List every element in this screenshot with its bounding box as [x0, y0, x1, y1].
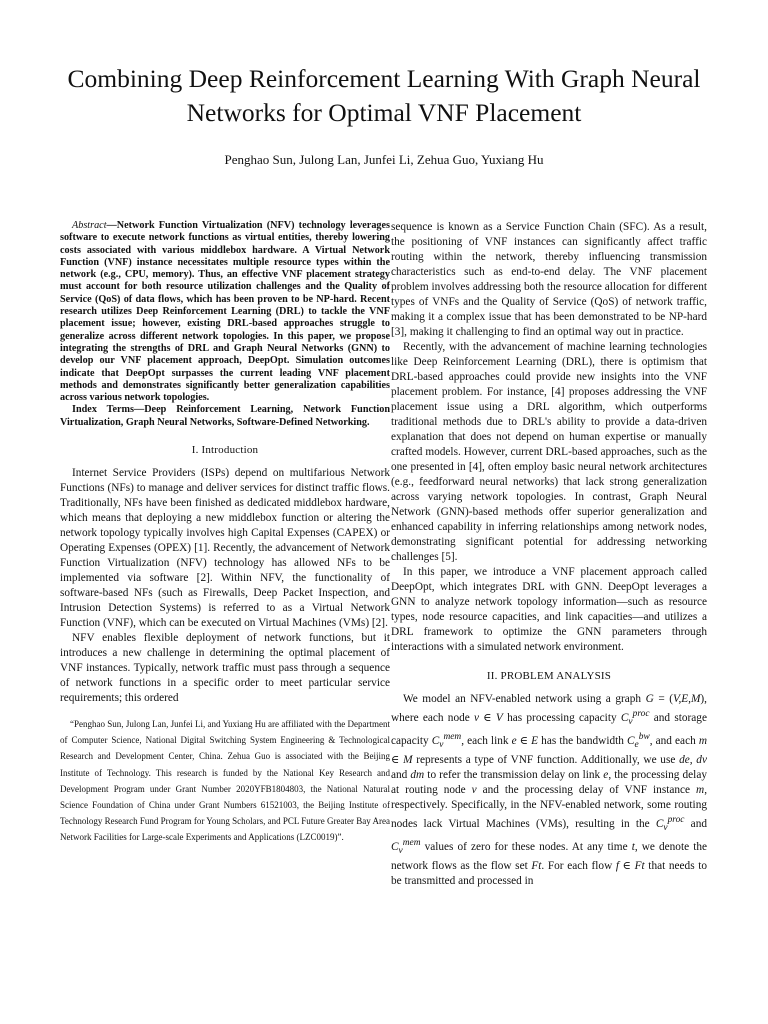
section-heading-problem-analysis: II. PROBLEM ANALYSIS: [486, 670, 612, 682]
left-column: [60, 220, 390, 846]
drl-paragraph: Recently, with the advancement of machine learning technologies like Deep Reinforcement Learning (DRL), there is optimism that DRL-based approaches could provide new insights into the VNF placement problem. For instance, [4] proposes addressing the VNF placement issue using a DRL algorithm, which outperforms traditional methods due to DRL's ability to provide a data-driven explanation that does not depend on human expertise or manually crafted models. However, current DRL-based approaches, such as the one presented in [4], often employ basic neural network architectures (e.g., feedforward neural networks) that lack strong generalization across varying network topologies. In contrast, Graph Neural Network (GNN)-based methods offer superior generalization and enhanced capability in inferring relationships among network nodes, demonstrating significant potential for addressing networking challenges [5].: [391, 341, 707, 563]
author-list: Penghao Sun, Julong Lan, Junfei Li, Zehua Guo, Yuxiang Hu: [224, 152, 544, 167]
index-terms: Index Terms—Deep Reinforcement Learning, Network Function Virtualization, Graph Neural Networks, Software-Defined Networking.: [60, 404, 390, 428]
right-column: [391, 220, 707, 889]
abstract: [60, 220, 390, 404]
intro-paragraph-1: Internet Service Providers (ISPs) depend on multifarious Network Functions (NFs) to manage and deliver services for distinct traffic flows. Traditionally, NFs have been finished as dedicated middlebox hardware, which means that deploying a new middlebox function or altering the network topology typically involves high Capital Expenses (CAPEX) or Operating Expenses (OPEX) [1]. Recently, the advancement of Network Function Virtualization (NFV) technology has allowed NFs to be implemented via software [2]. Within NFV, the functionality of software-based NFs (such as Firewalls, Deep Packet Inspection, and Intrusion Detection Systems) is referred to as a Virtual Network Function (VNF), which can be executed on Virtual Machines (VMs) [2].: [60, 467, 390, 630]
intro-paragraph-2: NFV enables flexible deployment of network functions, but it introduces a new challenge in determining the optimal placement of VNF instances. Typically, network traffic must pass through a sequence of network functions in a specific order to meet particular service requirements; this ordered: [60, 632, 390, 705]
sfc-paragraph: sequence is known as a Service Function Chain (SFC). As a result, the positioning of VNF instances can significantly affect traffic routing within the network, thereby influencing transmission characteristics such as end-to-end delay. The VNF placement problem involves addressing both the resource allocation for different types of VNFs and the Quality of Service (QoS) of network traffic, making it a complex issue that has been demonstrated to be NP-hard [3], making it challenging to find an optimal way out in practice.: [391, 221, 707, 338]
affiliation-footnote: “Penghao Sun, Julong Lan, Junfei Li, and Yuxiang Hu are affiliated with the Department of Computer Science, National Digital Switching System Engineering & Technological Research and Development Center, China. Zehua Guo is associated with the Beijing Institute of Technology. This research is funded by the National Key Research and Development Program under Grant Number 2020YFB1804803, the National Natural Science Foundation of China under Grant Numbers 61521003, the Beijing Institute of Technology Research Fund Program for Young Scholars, and PCL Future Greater Bay Area Network Facilities for Large-scale Experiments and Applications (LZC0019)”.: [60, 719, 390, 843]
title-line-1: Combining Deep Reinforcement Learning With Graph Neural: [67, 64, 701, 93]
abstract-lead: Abstract: [72, 220, 107, 231]
title-line-2: Networks for Optimal VNF Placement: [186, 98, 582, 127]
abstract-body: —Network Function Virtualization (NFV) technology leverages software to execute network functions as virtual entities, thereby lowering costs associated with various middlebox hardware. A Virtual Network Function (VNF) instance necessitates multiple resource types within the network (e.g., CPU, memory). Thus, an effective VNF placement strategy must account for both resource utilization challenges and the Quality of Service (QoS) of data flows, which has been proven to be NP-hard. Recent research utilizes Deep Reinforcement Learning (DRL) to tackle the VNF placement issue; however, existing DRL-based approaches struggle to generalize across different network topologies. In this paper, we propose integrating the strengths of DRL and Graph Neural Networks (GNN) to develop our VNF placement approach, DeepOpt. Simulation outcomes indicate that DeepOpt surpasses the current leading VNF placement methods and demonstrates significantly better generalization capabilities across various network topologies.: [60, 220, 390, 404]
section-heading-introduction: I. Introduction: [191, 444, 259, 457]
paper-title: [40, 62, 728, 130]
problem-paragraph: We model an NFV-enabled network using a graph G = (V,E,M), where each node v ∈ V has processing capacity $C_v^{proc}$ and storage capacity $C_v^{mem}$, each link e ∈ E has the bandwidth $C_e^{bw}$, and each m ∈ M represents a type of VNF function. Additionally, we use de, dv and dm to refer the transmission delay on link e, the processing delay at routing node v and the processing delay of VNF instance m, respectively. Specifically, in the NFV-enabled network, some routing nodes lack Virtual Machines (VMs), resulting in the $C_v^{proc}$ and $C_v^{mem}$ values of zero for these nodes. At any time t, we denote the network flows as the flow set Ft. For each flow f ∈ Ft that needs to be transmitted and processed in: [391, 693, 708, 888]
deepopt-paragraph: In this paper, we introduce a VNF placement approach called DeepOpt, which integrates DRL with GNN. DeepOpt leverages a GNN to analyze network topology information—such as resource types, node resource capacities, and link capacities—and utilizes a DRL framework to optimize the GNN parameters through interactions with a simulated network environment.: [391, 566, 707, 653]
